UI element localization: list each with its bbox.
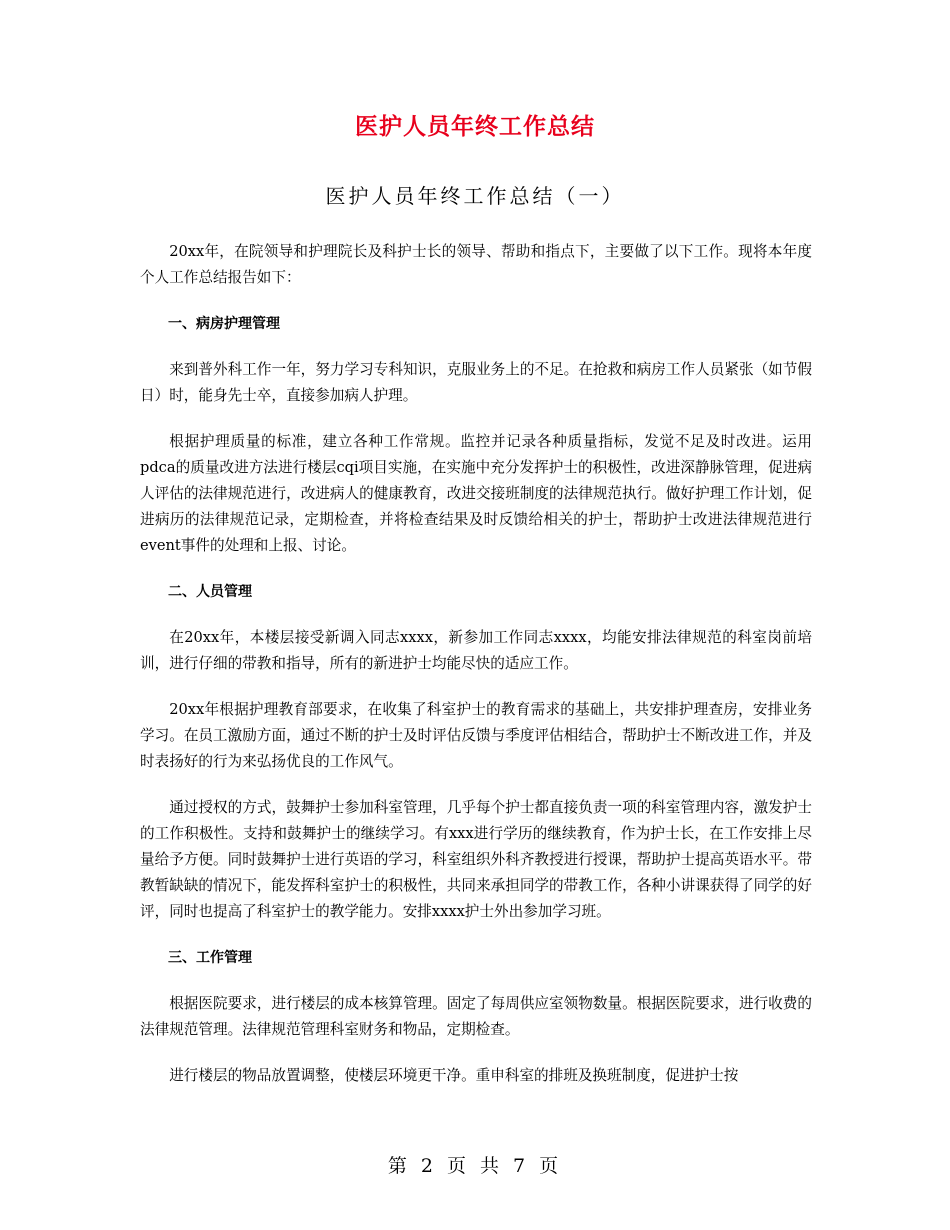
paragraph: 根据医院要求，进行楼层的成本核算管理。固定了每周供应室领物数量。根据医院要求，进行收费的法律规范管理。法律规范管理科室财务和物品，定期检查。	[140, 995, 812, 1038]
paragraph: 20xx年根据护理教育部要求，在收集了科室护士的教育需求的基础上，共安排护理查房，安排业务学习。在员工激励方面，通过不断的护士及时评估反馈与季度评估相结合，帮助护士不断改进工作，并及时表扬好的行为来弘扬优良的工作风气。	[140, 701, 812, 770]
intro-paragraph: 20xx年，在院领导和护理院长及科护士长的领导、帮助和指点下，主要做了以下工作。现将本年度个人工作总结报告如下：	[140, 243, 812, 286]
section-heading-work-management: 三、工作管理	[168, 950, 252, 966]
paragraph: 根据护理质量的标准，建立各种工作常规。监控并记录各种质量指标，发觉不足及时改进。运用pdca的质量改进方法进行楼层cqi项目实施，在实施中充分发挥护士的积极性，改进深静脉管理，促进病人评估的法律规范进行，改进病人的健康教育，改进交接班制度的法律规范执行。做好护理工作计划，促进病历的法律规范记录，定期检查，并将检查结果及时反馈给相关的护士，帮助护士改进法律规范进行event事件的处理和上报、讨论。	[140, 433, 812, 554]
document-body	[140, 239, 812, 1109]
paragraph: 来到普外科工作一年，努力学习专科知识，克服业务上的不足。在抢救和病房工作人员紧张（如节假日）时，能身先士卒，直接参加病人护理。	[140, 361, 812, 404]
paragraph: 在20xx年，本楼层接受新调入同志xxxx，新参加工作同志xxxx，均能安排法律规范的科室岗前培训，进行仔细的带教和指导，所有的新进护士均能尽快的适应工作。	[140, 629, 812, 672]
section-heading-ward-management: 一、病房护理管理	[168, 316, 280, 332]
paragraph: 进行楼层的物品放置调整，使楼层环境更干净。重申科室的排班及换班制度，促进护士按	[169, 1067, 739, 1084]
page-number-footer: 第 2 页 共 7 页	[387, 1155, 563, 1177]
document-title: 医护人员年终工作总结	[355, 114, 595, 140]
section-heading-staff-management: 二、人员管理	[168, 584, 252, 600]
document-subtitle: 医护人员年终工作总结（一）	[325, 184, 625, 208]
paragraph: 通过授权的方式，鼓舞护士参加科室管理，几乎每个护士都直接负责一项的科室管理内容，激发护士的工作积极性。支持和鼓舞护士的继续学习。有xxx进行学历的继续教育，作为护士长，在工作安排上尽量给予方便。同时鼓舞护士进行英语的学习，科室组织外科齐教授进行授课，帮助护士提高英语水平。带教暂缺缺的情况下，能发挥科室护士的积极性，共同来承担同学的带教工作，各种小讲课获得了同学的好评，同时也提高了科室护士的教学能力。安排xxxx护士外出参加学习班。	[140, 799, 812, 920]
